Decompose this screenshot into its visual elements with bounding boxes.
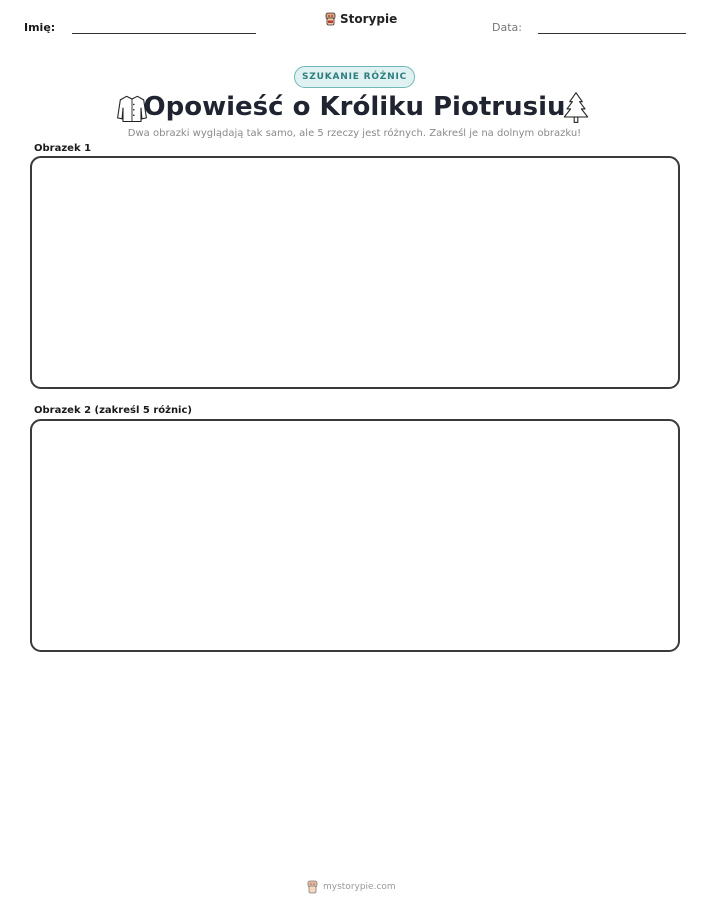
storypie-mascot-icon	[324, 12, 337, 26]
brand-name: Storypie	[340, 12, 398, 26]
name-line[interactable]	[72, 33, 256, 34]
pine-tree-icon	[558, 90, 594, 126]
picture1-panel	[30, 156, 680, 389]
brand-logo	[324, 12, 397, 26]
instructions: Dwa obrazki wyglądają tak samo, ale 5 rzeczy jest różnych. Zakreśl je na dolnym obrazku!	[127, 128, 582, 139]
footer	[306, 880, 396, 894]
name-label: Imię:	[24, 21, 56, 34]
page-title: Opowieść o Króliku Piotrusiu	[143, 92, 566, 122]
picture2-panel[interactable]	[30, 419, 680, 652]
date-line[interactable]	[538, 33, 686, 34]
activity-badge: SZUKANIE RÓŻNIC	[294, 66, 415, 88]
picture2-label: Obrazek 2 (zakreśl 5 różnic)	[34, 405, 192, 416]
storypie-mascot-icon	[306, 880, 319, 894]
footer-url: mystorypie.com	[323, 882, 396, 892]
picture1-label: Obrazek 1	[34, 143, 92, 154]
date-label: Data:	[492, 21, 522, 34]
